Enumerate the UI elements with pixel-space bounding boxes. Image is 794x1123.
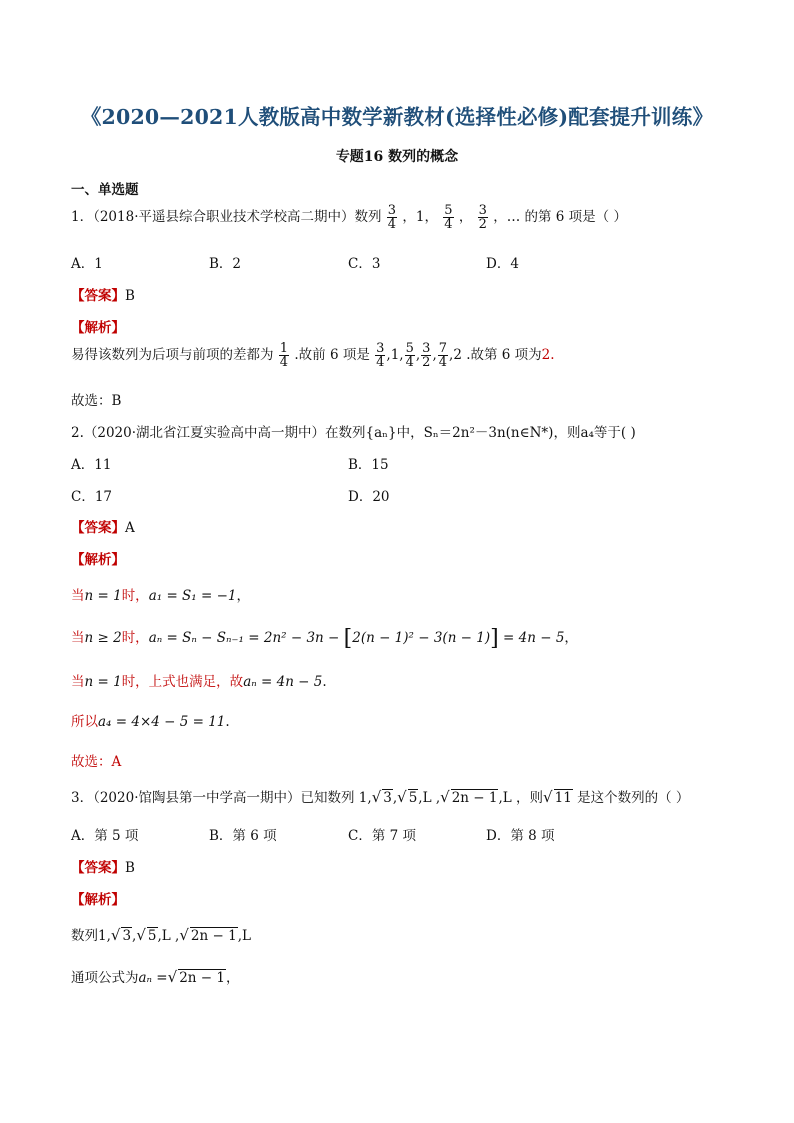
q3-option-a: A．第 5 项 <box>71 828 139 844</box>
q3-option-d: D．第 8 项 <box>486 828 555 844</box>
q2-line-3: 当n = 1时，上式也满足，故aₙ = 4n − 5. <box>71 674 327 690</box>
q2-option-b: B．15 <box>348 457 389 473</box>
q3-stem: 3．（2020·馆陶县第一中学高一期中）已知数列 1,√ 3,√ 5,L ,√ 2n − 1,L ，则√ 11 是这个数列的（ ） <box>71 788 690 806</box>
q2-analysis-tag: 【解析】 <box>71 552 125 568</box>
q2-final: 故选：A <box>71 754 122 770</box>
q2-answer: 【答案】A <box>71 520 135 536</box>
q1-option-c: C．3 <box>348 256 381 272</box>
q1-seq-ellipsis: … <box>506 209 521 225</box>
q1-answer: 【答案】B <box>71 288 135 304</box>
q1-stem-pre: 1．（2018·平遥县综合职业技术学校高二期中）数列 <box>71 209 382 225</box>
q2-line-2: 当n ≥ 2时，aₙ = Sₙ − Sₙ₋₁ = 2n² − 3n − [2(n − 1)² − 3(n − 1)] = 4n − 5， <box>71 626 578 651</box>
document-title: 《2020—2021人教版高中数学新教材(选择性必修)配套提升训练》 <box>80 105 714 129</box>
q2-option-c: C．17 <box>71 489 113 505</box>
q1-seq-frac-4: $\frac{3}{2}$ <box>478 203 487 232</box>
q1-seq-term-2: 1 <box>415 209 425 225</box>
q1-option-a: A．1 <box>71 256 103 272</box>
q1-analysis-line: 易得该数列为后项与前项的差都为 $\frac{1}{4}$ .故前 6 项是 $\frac{3}{4}$ ,1, $\frac{5}{4}$ , $\frac{3}{2}$ , $\frac{7}{4}$ ,2 .故第 6 项为2. <box>71 341 555 370</box>
q3-answer: 【答案】B <box>71 860 135 876</box>
q2-option-d: D．20 <box>348 489 390 505</box>
q1-stem: 1．（2018·平遥县综合职业技术学校高二期中）数列 $\frac{3}{4}$ ，1， $\frac{5}{4}$ ， $\frac{3}{2}$ ，… 的第 6 项是（ ） <box>71 203 627 232</box>
q1-final: 故选：B <box>71 393 122 409</box>
q2-option-a: A．11 <box>71 457 112 473</box>
q1-option-d: D．4 <box>486 256 519 272</box>
q1-stem-post: 的第 6 项是（ ） <box>524 209 627 225</box>
q3-option-c: C．第 7 项 <box>348 828 417 844</box>
q3-analysis-tag: 【解析】 <box>71 892 125 908</box>
q3-option-b: B．第 6 项 <box>209 828 277 844</box>
q1-analysis-tag: 【解析】 <box>71 320 125 336</box>
document-subtitle: 专题16 数列的概念 <box>335 149 459 165</box>
q3-analysis-line-2: 通项公式为aₙ =√ 2n − 1， <box>71 968 240 986</box>
q3-analysis-line-1: 数列1,√ 3,√ 5,L ,√ 2n − 1,L <box>71 926 251 944</box>
q2-line-1: 当n = 1时，a₁ = S₁ = −1， <box>71 588 250 604</box>
q1-seq-frac-3: $\frac{5}{4}$ <box>444 203 453 232</box>
q1-seq-frac-1: $\frac{3}{4}$ <box>387 203 397 232</box>
q2-line-4: 所以a₄ = 4×4 − 5 = 11. <box>71 714 230 730</box>
q1-option-b: B．2 <box>209 256 242 272</box>
section-heading: 一、单选题 <box>71 182 139 198</box>
q2-stem: 2.（2020·湖北省江夏实验高中高一期中）在数列{aₙ}中，Sₙ＝2n²－3n(n∈N*)，则a₄等于( ) <box>71 425 636 441</box>
